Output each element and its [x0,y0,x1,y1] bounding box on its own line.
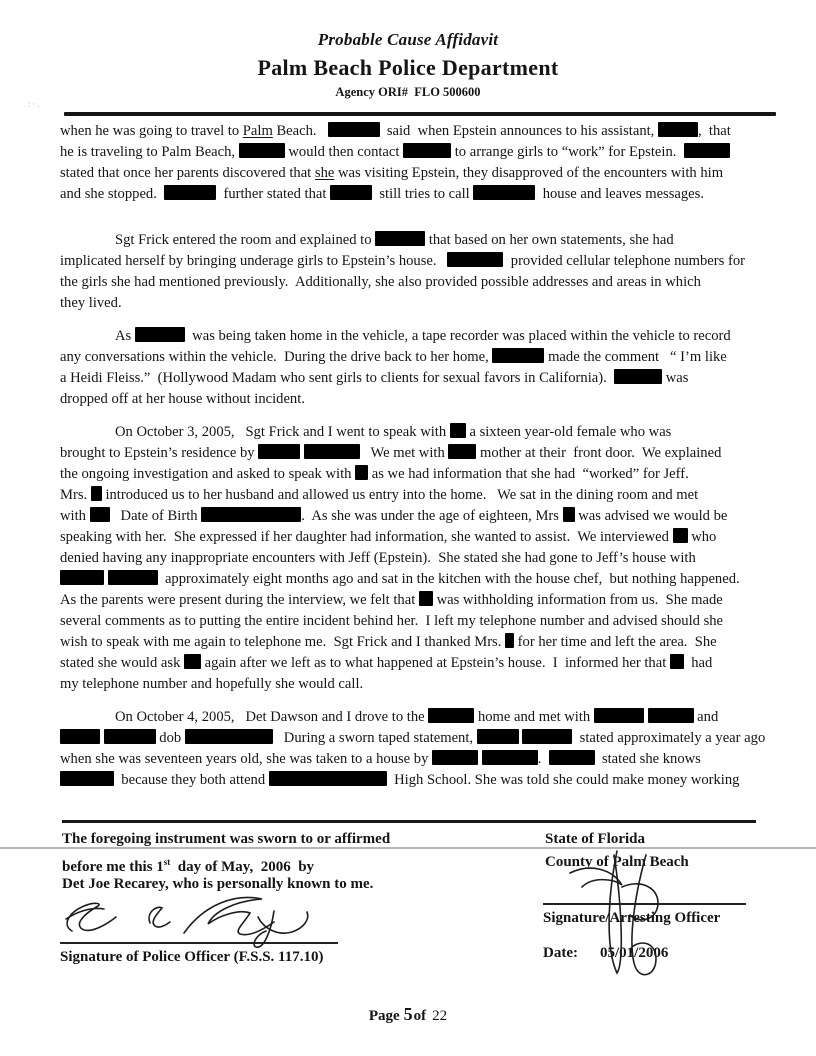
text-line: speaking with her. She expressed if her daughter had information, she wanted to assist. We interviewed who [60,529,717,545]
text-line: On October 4, 2005, Det Dawson and I drove to the home and met with and [115,709,719,725]
paragraph [60,230,765,314]
county-line: County of Palm Beach [545,853,689,870]
redaction-box [60,729,100,744]
text-line: On October 3, 2005, Sgt Frick and I went to speak with a sixteen year-old female who was [115,424,672,440]
redaction-box [328,122,380,137]
text-line: Mrs. introduced us to her husband and allowed us entry into the home. We sat in the dining room and met [60,487,699,503]
redaction-box [104,729,156,744]
text-line: with Date of Birth . As she was under the age of eighteen, Mrs was advised we would be [60,508,728,524]
header-rule [64,112,776,116]
redaction-box [403,143,451,158]
redaction-box [239,143,285,158]
redaction-box [258,444,300,459]
redaction-box [492,348,544,363]
redaction-box [684,143,730,158]
text-line: brought to Epstein’s residence by We met with mother at their front door. We explained [60,445,722,461]
department-name: Palm Beach Police Department [257,55,559,80]
redaction-box [477,729,519,744]
text-line: because they both attend High School. She was told she could make money working [60,770,765,791]
paragraph [60,422,765,695]
text-line: dropped off at her house without incident. [60,391,305,407]
page-footer [0,1004,816,1025]
redaction-box [330,185,372,200]
text-line: my telephone number and hopefully she would call. [60,676,364,692]
redaction-box [164,185,216,200]
attestation-left [62,828,390,896]
redaction-box [648,708,694,723]
police-officer-signature [58,891,358,953]
text-line: they lived. [60,295,122,311]
text-line: As was being taken home in the vehicle, a tape recorder was placed within the vehicle to record [115,328,731,344]
redaction-box [201,507,301,522]
text-line: wish to speak with me again to telephone me. Sgt Frick and I thanked Mrs. for her time and left the area. She [60,634,717,650]
redaction-box [522,729,572,744]
text-line: Sgt Frick entered the room and explained to that based on her own statements, she had [115,232,674,248]
text-line: stated she would ask again after we left as to what happened at Epstein’s house. I informed her that had [60,655,713,671]
redaction-box [375,231,425,246]
redaction-box [658,122,698,137]
redaction-box [563,507,575,522]
redaction-box [355,465,368,480]
redaction-box [670,654,684,669]
text-line: when she was seventeen years old, she was taken to a house by . stated she knows [60,751,701,767]
text-line: denied having any inappropriate encounters with Jeff (Epstein). She stated she had gone to Jeff’s house with [60,550,696,566]
redaction-box [184,654,201,669]
redaction-box [90,507,110,522]
redaction-box [614,369,662,384]
date-value: 05/01/2006 [599,945,669,961]
redaction-box [549,750,595,765]
text-line: approximately eight months ago and sat in the kitchen with the house chef, but nothing happened. [60,569,765,590]
redaction-box [108,570,158,585]
paragraph [60,121,765,205]
redaction-box [91,486,102,501]
text-line: dob During a sworn taped statement, stated approximately a year ago [60,728,765,749]
agency-ori-line: Agency ORI# FLO 500600 [335,85,481,99]
redaction-box [419,591,433,606]
police-officer-signature-label: Signature of Police Officer (F.S.S. 117.10) [60,949,324,965]
redaction-box [135,327,185,342]
underlined-word: she [314,165,335,181]
page-number: 5 [403,1004,413,1024]
date-label: Date: [543,945,578,961]
redaction-box [269,771,387,786]
arresting-officer-signature-label: Signature/Arresting Officer [543,910,721,926]
redaction-box [473,185,535,200]
text-line: the ongoing investigation and asked to speak with as we had information that she had “worked” for Jeff. [60,466,689,482]
text-line: implicated herself by bringing underage girls to Epstein’s house. provided cellular telephone numbers for [60,253,745,269]
redaction-box [505,633,514,648]
of-word: of [413,1008,427,1024]
sworn-statement-line: before me this 1st day of May, 2006 by [62,856,315,875]
redaction-box [448,444,476,459]
redaction-box [594,708,644,723]
document-header [0,30,816,100]
text-line: several comments as to putting the entire incident behind her. I left my telephone number and advised should she [60,613,724,629]
total-pages: 22 [432,1008,448,1024]
text-line: stated that once her parents discovered that she was visiting Epstein, they disapproved of the encounters with him [60,165,724,181]
redaction-box [673,528,688,543]
paragraph [60,326,765,410]
underlined-word: Palm [242,123,273,139]
state-line: State of Florida [545,831,645,847]
redaction-box [60,570,104,585]
text-line: a Heidi Fleiss.” (Hollywood Madam who sent girls to clients for sexual favors in California). was [60,370,689,386]
page-word: Page [368,1008,400,1024]
arresting-officer-signature [562,845,692,995]
redaction-box [432,750,478,765]
scan-speck: :·. [28,99,42,109]
text-line: the girls she had mentioned previously. Additionally, she also provided possible addresses and areas in which [60,274,701,290]
sworn-statement-line: The foregoing instrument was sworn to or affirmed [62,831,391,847]
text-line: As the parents were present during the interview, we felt that was withholding information from us. She made [60,592,723,608]
affidavit-body [60,121,765,791]
redaction-box [428,708,474,723]
text-line: any conversations within the vehicle. During the drive back to her home, made the comment “ I’m like [60,349,727,365]
paragraph [60,707,765,791]
redaction-box [450,423,466,438]
redaction-box [60,771,114,786]
text-line: when he was going to travel to Palm Beach. said when Epstein announces to his assistant, , that [60,123,731,139]
document-title: Probable Cause Affidavit [317,30,499,49]
sworn-statement-line: Det Joe Recarey, who is personally known to me. [62,876,374,892]
redaction-box [185,729,273,744]
text-line: he is traveling to Palm Beach, would then contact to arrange girls to “work” for Epstein. [60,142,765,163]
redaction-box [304,444,360,459]
attestation-rule [62,820,756,823]
text-line: and she stopped. further stated that still tries to call house and leaves messages. [60,186,704,202]
redaction-box [482,750,538,765]
redaction-box [447,252,503,267]
